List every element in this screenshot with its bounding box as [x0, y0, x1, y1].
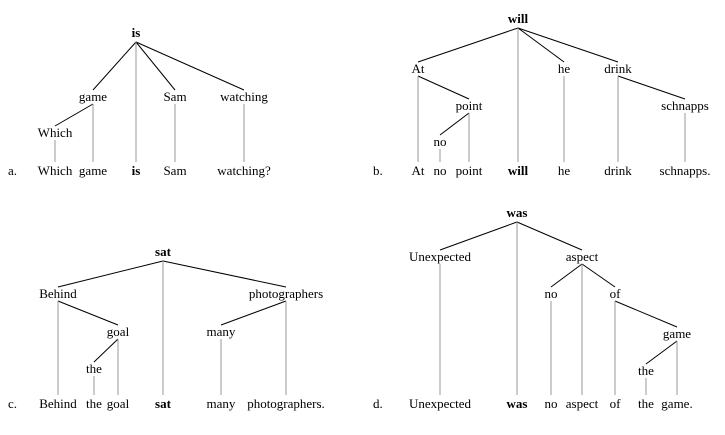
tree-b-word-at: At: [411, 163, 425, 178]
tree-a-word-game: game: [78, 163, 108, 178]
tree-c-word-the: the: [86, 396, 102, 411]
tree-b-edges: [365, 0, 725, 190]
tree-c-word-photographers: photographers.: [247, 396, 325, 411]
tree-d-word-game: game.: [661, 396, 693, 411]
tree-d-node-of: of: [609, 286, 621, 301]
tree-d-edges: [365, 195, 725, 420]
tree-d-word-aspect: aspect: [565, 396, 599, 411]
tree-b-word-will: will: [507, 163, 529, 178]
tree-a-node-which: Which: [37, 125, 73, 140]
tree-c-node-behind: Behind: [39, 286, 77, 301]
tree-c-word-sat: sat: [155, 396, 171, 411]
tree-b-node-drink: drink: [604, 61, 632, 76]
tree-b-word-drink: drink: [604, 163, 632, 178]
tree-a: [0, 0, 360, 190]
tree-a-node-watching: watching: [220, 89, 268, 104]
tree-c-node-sat: sat: [155, 244, 171, 259]
tree-b: [365, 0, 725, 190]
tree-b-node-he: he: [557, 61, 571, 76]
tree-b-node-schnapps: schnapps: [661, 98, 709, 113]
tree-c-node-photographers: photographers: [248, 286, 324, 301]
tree-c-label: c.: [8, 396, 18, 411]
tree-d-word-no: no: [544, 396, 558, 411]
tree-b-node-at: At: [411, 61, 425, 76]
tree-d-label: d.: [373, 396, 383, 411]
tree-a-label: a.: [8, 163, 18, 178]
tree-a-node-is: is: [131, 25, 141, 40]
tree-d-word-unexpected: Unexpected: [408, 396, 472, 411]
tree-d-node-game: game: [662, 326, 692, 341]
tree-a-word-watching: watching?: [217, 163, 271, 178]
tree-d-word-the: the: [638, 396, 654, 411]
tree-d-node-was: was: [506, 205, 528, 220]
tree-b-word-no: no: [433, 163, 447, 178]
tree-d-node-no: no: [544, 286, 558, 301]
tree-a-word-which: Which: [37, 163, 73, 178]
tree-b-word-schnapps: schnapps.: [659, 163, 711, 178]
tree-c-word-behind: Behind: [39, 396, 77, 411]
tree-c-node-many: many: [206, 324, 236, 339]
tree-d-node-aspect: aspect: [565, 249, 599, 264]
tree-b-label: b.: [373, 163, 383, 178]
tree-a-node-sam: Sam: [163, 89, 187, 104]
tree-d-node-the: the: [638, 363, 654, 378]
tree-a-node-game: game: [78, 89, 108, 104]
tree-b-node-no: no: [433, 134, 447, 149]
tree-a-word-is: is: [131, 163, 141, 178]
tree-b-word-point: point: [455, 163, 483, 178]
tree-c-edges: [0, 235, 360, 420]
tree-b-word-he: he: [557, 163, 571, 178]
tree-d-word-of: of: [609, 396, 621, 411]
tree-d-word-was: was: [506, 396, 528, 411]
tree-d-node-unexpected: Unexpected: [408, 249, 472, 264]
tree-c: [0, 235, 360, 420]
tree-d: [365, 195, 725, 420]
tree-c-node-goal: goal: [106, 324, 130, 339]
tree-c-word-goal: goal: [106, 396, 130, 411]
tree-a-word-sam: Sam: [163, 163, 187, 178]
tree-b-node-will: will: [507, 11, 529, 26]
tree-c-word-many: many: [206, 396, 236, 411]
tree-c-node-the: the: [86, 361, 102, 376]
tree-b-node-point: point: [455, 98, 483, 113]
